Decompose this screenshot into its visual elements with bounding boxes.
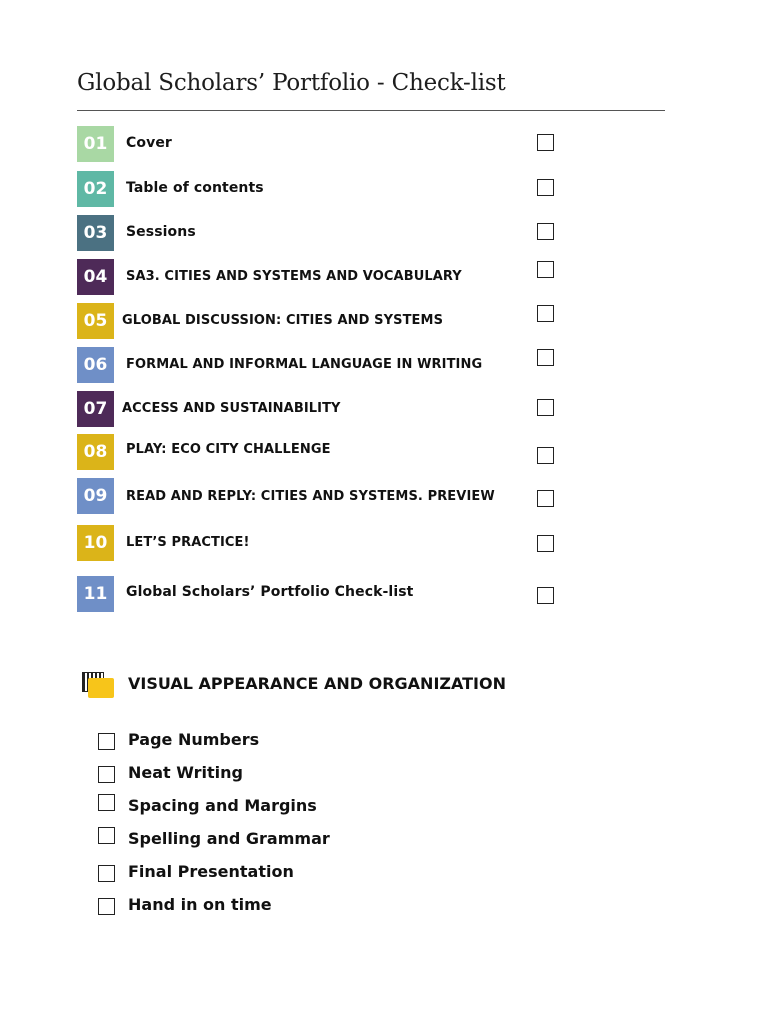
folder-icon-front — [88, 678, 114, 698]
criterion-checkbox[interactable] — [98, 794, 115, 811]
criterion-checkbox[interactable] — [98, 827, 115, 844]
checklist-item-04 — [77, 259, 577, 295]
item-label: LET’S PRACTICE! — [126, 535, 250, 550]
checklist-item-01 — [77, 126, 577, 162]
item-label: ACCESS AND SUSTAINABILITY — [122, 401, 341, 416]
item-checkbox[interactable] — [537, 349, 554, 366]
criterion-checkbox[interactable] — [98, 865, 115, 882]
item-checkbox[interactable] — [537, 447, 554, 464]
criterion-spelling-grammar — [98, 825, 478, 853]
criterion-label: Spelling and Grammar — [128, 829, 330, 848]
checklist-item-10 — [77, 525, 577, 561]
criterion-checkbox[interactable] — [98, 898, 115, 915]
checklist-item-03 — [77, 215, 577, 251]
item-number-badge: 08 — [77, 434, 114, 470]
criterion-spacing-margins — [98, 792, 478, 820]
checklist-item-07 — [77, 391, 577, 427]
item-label: READ AND REPLY: CITIES AND SYSTEMS. PREVIEW — [126, 489, 495, 504]
item-label: PLAY: ECO CITY CHALLENGE — [126, 442, 331, 457]
criterion-final-presentation — [98, 858, 478, 886]
item-number-badge: 09 — [77, 478, 114, 514]
checklist-item-08 — [77, 434, 577, 470]
checklist-item-05 — [77, 303, 577, 339]
criterion-label: Hand in on time — [128, 895, 272, 914]
item-number-badge: 10 — [77, 525, 114, 561]
checklist-item-02 — [77, 171, 577, 207]
criterion-label: Spacing and Margins — [128, 796, 317, 815]
section-title: VISUAL APPEARANCE AND ORGANIZATION — [128, 674, 506, 693]
item-label: Table of contents — [126, 180, 264, 196]
item-checkbox[interactable] — [537, 305, 554, 322]
criterion-hand-in-on-time — [98, 891, 478, 919]
criterion-page-numbers — [98, 726, 478, 754]
checklist-item-09 — [77, 478, 577, 514]
item-checkbox[interactable] — [537, 261, 554, 278]
criterion-neat-writing — [98, 759, 478, 787]
item-label: SA3. CITIES AND SYSTEMS AND VOCABULARY — [126, 269, 462, 284]
criterion-label: Neat Writing — [128, 763, 243, 782]
criterion-checkbox[interactable] — [98, 766, 115, 783]
page-title: Global Scholars’ Portfolio - Check-list — [77, 70, 506, 96]
item-number-badge: 11 — [77, 576, 114, 612]
item-number-badge: 04 — [77, 259, 114, 295]
item-number-badge: 02 — [77, 171, 114, 207]
criterion-label: Final Presentation — [128, 862, 294, 881]
item-number-badge: 05 — [77, 303, 114, 339]
item-label: Global Scholars’ Portfolio Check-list — [126, 584, 414, 600]
item-checkbox[interactable] — [537, 587, 554, 604]
item-number-badge: 07 — [77, 391, 114, 427]
criterion-checkbox[interactable] — [98, 733, 115, 750]
checklist-item-06 — [77, 347, 577, 383]
item-checkbox[interactable] — [537, 535, 554, 552]
folder-icon — [82, 672, 116, 698]
criterion-label: Page Numbers — [128, 730, 260, 749]
item-checkbox[interactable] — [537, 490, 554, 507]
item-checkbox[interactable] — [537, 399, 554, 416]
item-label: FORMAL AND INFORMAL LANGUAGE IN WRITING — [126, 357, 483, 372]
item-number-badge: 03 — [77, 215, 114, 251]
item-number-badge: 01 — [77, 126, 114, 162]
checklist-item-11 — [77, 576, 577, 612]
item-label: Cover — [126, 135, 172, 151]
item-checkbox[interactable] — [537, 134, 554, 151]
criteria-list — [98, 720, 498, 920]
item-label: Sessions — [126, 224, 196, 240]
item-checkbox[interactable] — [537, 223, 554, 240]
item-number-badge: 06 — [77, 347, 114, 383]
item-label: GLOBAL DISCUSSION: CITIES AND SYSTEMS — [122, 313, 444, 328]
item-checkbox[interactable] — [537, 179, 554, 196]
